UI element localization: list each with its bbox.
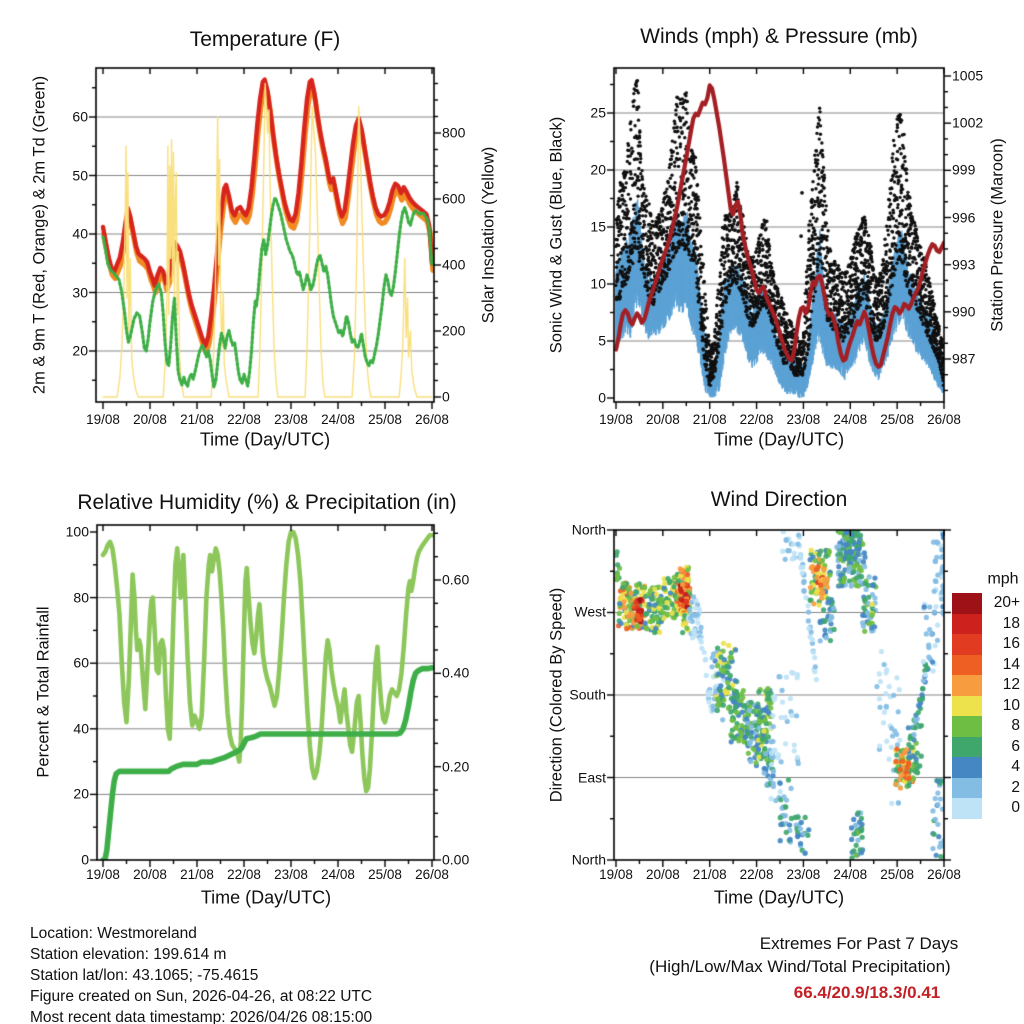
wind-direction-ytick-left: North [571, 851, 606, 868]
temperature-xtick: 21/08 [180, 411, 214, 427]
legend-label: 6 [1011, 737, 1020, 755]
wind-direction-ylabel-left: Direction (Colored By Speed) [547, 587, 566, 803]
winds-xtick: 20/08 [645, 411, 680, 427]
humidity-ytick-left: 80 [73, 589, 89, 606]
legend-swatch [952, 634, 982, 655]
winds-ytick-left: 20 [590, 161, 606, 178]
humidity-ytick-right: 0.00 [442, 851, 470, 868]
humidity-xtick: 23/08 [274, 866, 308, 882]
legend-swatch [952, 737, 982, 758]
winds-xlabel: Time (Day/UTC) [713, 429, 845, 450]
legend-label: 18 [1002, 614, 1020, 632]
winds-ylabel-left: Sonic Wind & Gust (Blue, Black) [547, 116, 566, 354]
legend-swatch [952, 798, 982, 819]
legend-swatch [952, 696, 982, 717]
winds-xtick: 19/08 [599, 411, 633, 427]
legend-label: 8 [1011, 717, 1020, 735]
extremes-subtitle: (High/Low/Max Wind/Total Precipitation) [649, 957, 951, 977]
legend-label: 0 [1011, 799, 1020, 817]
winds-ytick-left: 0 [598, 389, 606, 406]
legend-swatch [952, 675, 982, 696]
temperature-ytick-right: 600 [442, 190, 466, 207]
wind-direction-xtick: 21/08 [692, 866, 727, 882]
temperature-ytick-right: 800 [442, 124, 466, 141]
footer-line: Figure created on Sun, 2026-04-26, at 08:22 UTC [30, 988, 373, 1005]
footer-line: Location: Westmoreland [30, 925, 197, 942]
winds-xtick: 23/08 [786, 411, 821, 427]
humidity-xlabel: Time (Day/UTC) [200, 887, 332, 908]
legend-swatch [952, 593, 982, 614]
temperature-xtick: 20/08 [133, 411, 167, 427]
humidity-xtick: 25/08 [368, 866, 402, 882]
winds-ytick-left: 25 [590, 104, 606, 121]
humidity-xtick: 26/08 [415, 866, 449, 882]
temperature-title: Temperature (F) [189, 27, 341, 51]
winds-ytick-left: 5 [598, 332, 606, 349]
temperature-ylabel-left: 2m & 9m T (Red, Orange) & 2m Td (Green) [30, 75, 49, 395]
temperature-ytick-right: 0 [442, 388, 450, 405]
extremes-values: 66.4/20.9/18.3/0.41 [793, 983, 941, 1003]
winds-ytick-left: 15 [590, 218, 606, 235]
legend-title-mph: mph [987, 570, 1019, 588]
temperature-xtick: 22/08 [227, 411, 261, 427]
wind-direction-xtick: 24/08 [833, 866, 868, 882]
winds-xtick: 25/08 [880, 411, 915, 427]
wind-direction-title: Wind Direction [710, 487, 848, 511]
humidity-ylabel-left: Percent & Total Rainfall [34, 606, 53, 778]
humidity-ytick-left: 20 [73, 786, 89, 803]
legend-swatch [952, 757, 982, 778]
winds-xtick: 26/08 [927, 411, 961, 427]
wind-direction-xtick: 22/08 [739, 866, 774, 882]
humidity-title: Relative Humidity (%) & Precipitation (in) [77, 490, 457, 514]
wind-direction-xtick: 20/08 [645, 866, 680, 882]
temperature-xtick: 24/08 [321, 411, 355, 427]
wind-direction-ytick-left: West [574, 604, 606, 621]
humidity-xtick: 20/08 [133, 866, 167, 882]
winds-ytick-right: 999 [952, 161, 976, 178]
humidity-ytick-right: 0.40 [442, 664, 470, 681]
wind-direction-xtick: 26/08 [927, 866, 961, 882]
wind-direction-xtick: 25/08 [880, 866, 915, 882]
footer-line: Station lat/lon: 43.1065; -75.4615 [30, 967, 259, 984]
wind-direction-ytick-left: South [569, 686, 606, 703]
legend-label: 10 [1002, 696, 1020, 714]
humidity-ytick-right: 0.60 [442, 571, 470, 588]
winds-xtick: 24/08 [833, 411, 868, 427]
winds-ytick-right: 1005 [952, 67, 984, 84]
temperature-ytick-left: 30 [72, 284, 88, 301]
winds-ytick-right: 990 [952, 303, 976, 320]
temperature-ytick-right: 400 [442, 256, 466, 273]
humidity-xtick: 24/08 [321, 866, 355, 882]
winds-title: Winds (mph) & Pressure (mb) [640, 24, 918, 48]
legend-label: 20+ [993, 594, 1020, 612]
temperature-ytick-left: 60 [72, 108, 88, 125]
winds-ytick-right: 1002 [952, 114, 984, 131]
temperature-xtick: 25/08 [368, 411, 402, 427]
temperature-xtick: 23/08 [274, 411, 308, 427]
legend-swatch [952, 716, 982, 737]
humidity-ytick-left: 100 [65, 523, 89, 540]
footer-line: Station elevation: 199.614 m [30, 946, 227, 963]
legend-label: 12 [1002, 676, 1020, 694]
humidity-ytick-left: 0 [81, 851, 89, 868]
humidity-ytick-right: 0.20 [442, 758, 470, 775]
temperature-ytick-left: 40 [72, 225, 88, 242]
wind-direction-xtick: 19/08 [599, 866, 633, 882]
wind-direction-ytick-left: East [577, 769, 606, 786]
footer-line: Most recent data timestamp: 2026/04/26 08:15:00 [30, 1009, 373, 1024]
legend-swatch [952, 778, 982, 799]
extremes-heading: Extremes For Past 7 Days [759, 934, 959, 954]
humidity-xtick: 19/08 [86, 866, 120, 882]
wind-direction-ytick-left: North [571, 521, 606, 538]
humidity-ytick-left: 60 [73, 654, 89, 671]
temperature-xtick: 26/08 [415, 411, 449, 427]
wind-direction-xlabel: Time (Day/UTC) [713, 887, 845, 908]
legend-label: 14 [1002, 655, 1020, 673]
temperature-ytick-right: 200 [442, 322, 466, 339]
legend-swatch [952, 655, 982, 676]
winds-ytick-right: 996 [952, 209, 976, 226]
legend-label: 16 [1002, 635, 1020, 653]
winds-ytick-right: 993 [952, 256, 976, 273]
winds-ytick-left: 10 [590, 275, 606, 292]
temperature-xlabel: Time (Day/UTC) [199, 429, 331, 450]
wind-direction-xtick: 23/08 [786, 866, 821, 882]
legend-label: 4 [1011, 758, 1020, 776]
humidity-xtick: 22/08 [227, 866, 261, 882]
winds-xtick: 22/08 [739, 411, 774, 427]
winds-xtick: 21/08 [692, 411, 727, 427]
winds-ytick-right: 987 [952, 350, 976, 367]
legend-swatch [952, 614, 982, 635]
humidity-ytick-left: 40 [73, 720, 89, 737]
temperature-ylabel-right: Solar Insolation (Yellow) [479, 146, 498, 324]
temperature-xtick: 19/08 [86, 411, 120, 427]
temperature-ytick-left: 50 [72, 167, 88, 184]
humidity-xtick: 21/08 [180, 866, 214, 882]
temperature-ytick-left: 20 [72, 342, 88, 359]
winds-ylabel-right: Station Pressure (Maroon) [988, 138, 1007, 332]
legend-label: 2 [1011, 778, 1020, 796]
